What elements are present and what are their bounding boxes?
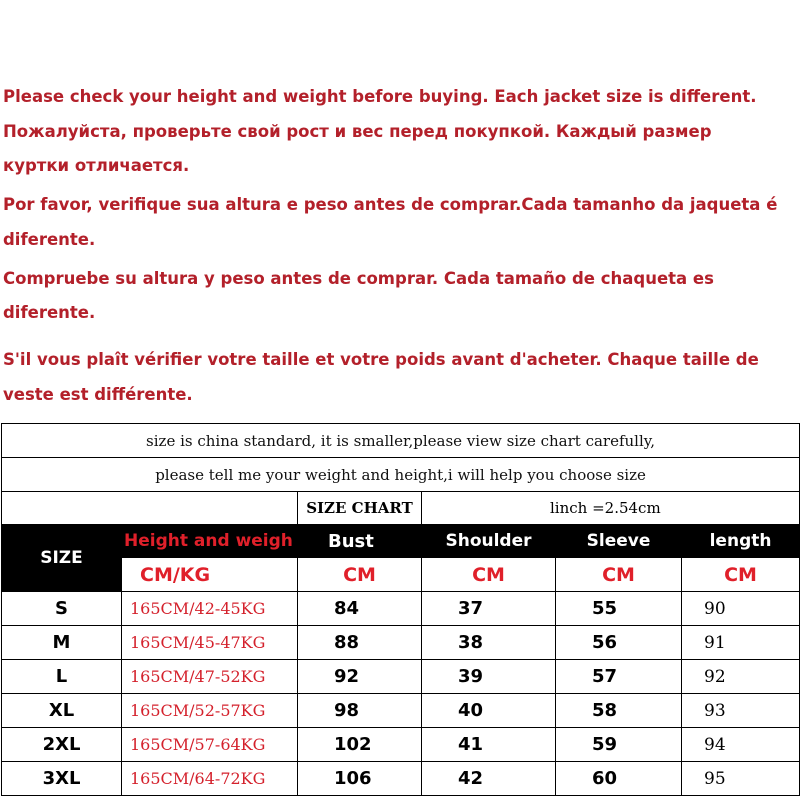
notice-spanish-line2: diferente.	[3, 303, 96, 322]
sleeve-cell: 60	[556, 762, 682, 796]
shoulder-cell: 41	[422, 728, 556, 762]
notice-russian-line1: Пожалуйста, проверьте свой рост и вес перед покупкой. Каждый размер	[3, 122, 712, 141]
shoulder-cell: 42	[422, 762, 556, 796]
length-cell: 91	[682, 626, 800, 660]
table-row	[2, 592, 800, 626]
sleeve-unit: CM	[556, 558, 682, 592]
size-rows	[2, 592, 800, 796]
notice-portuguese-line1: Por favor, verifique sua altura e peso antes de comprar.Cada tamanho da jaqueta é	[3, 195, 778, 214]
empty-cell	[2, 492, 298, 525]
size-cell: XL	[2, 694, 122, 728]
height-weight-cell: 165CM/52-57KG	[122, 694, 298, 728]
sleeve-cell: 57	[556, 660, 682, 694]
bust-cell: 92	[298, 660, 422, 694]
height-weight-cell: 165CM/45-47KG	[122, 626, 298, 660]
length-unit: CM	[682, 558, 800, 592]
shoulder-cell: 37	[422, 592, 556, 626]
shoulder-header: Shoulder	[422, 525, 556, 558]
height-weight-header: Height and weigh	[122, 525, 298, 558]
notice-english: Please check your height and weight before buying. Each jacket size is different.	[3, 87, 757, 106]
height-weight-cell: 165CM/64-72KG	[122, 762, 298, 796]
size-cell: 3XL	[2, 762, 122, 796]
sleeve-cell: 58	[556, 694, 682, 728]
height-weight-cell: 165CM/42-45KG	[122, 592, 298, 626]
notice-french-line2: veste est différente.	[3, 385, 193, 404]
size-cell: S	[2, 592, 122, 626]
sleeve-header: Sleeve	[556, 525, 682, 558]
table-row	[2, 728, 800, 762]
sleeve-cell: 56	[556, 626, 682, 660]
bust-cell: 88	[298, 626, 422, 660]
notice-spanish-line1: Compruebe su altura y peso antes de comprar. Cada tamaño de chaqueta es	[3, 269, 714, 288]
sleeve-cell: 55	[556, 592, 682, 626]
shoulder-unit: CM	[422, 558, 556, 592]
length-header: length	[682, 525, 800, 558]
height-weight-cell: 165CM/47-52KG	[122, 660, 298, 694]
notice-french-line1: S'il vous plaît vérifier votre taille et votre poids avant d'acheter. Chaque taille de	[3, 350, 759, 369]
table-row	[2, 762, 800, 796]
length-cell: 95	[682, 762, 800, 796]
sleeve-cell: 59	[556, 728, 682, 762]
size-cell: L	[2, 660, 122, 694]
bust-unit: CM	[298, 558, 422, 592]
table-row	[2, 694, 800, 728]
inch-conversion: linch =2.54cm	[422, 492, 800, 525]
china-standard-banner: size is china standard, it is smaller,please view size chart carefully,	[2, 424, 800, 458]
help-choose-banner: please tell me your weight and height,i will help you choose size	[2, 458, 800, 492]
size-cell: M	[2, 626, 122, 660]
size-chart-label: SIZE CHART	[298, 492, 422, 525]
table-row	[2, 626, 800, 660]
height-weight-cell: 165CM/57-64KG	[122, 728, 298, 762]
shoulder-cell: 38	[422, 626, 556, 660]
height-weight-unit: CM/KG	[122, 558, 298, 592]
bust-header: Bust	[298, 525, 422, 558]
size-cell: 2XL	[2, 728, 122, 762]
notice-portuguese-line2: diferente.	[3, 230, 96, 249]
size-header: SIZE	[2, 525, 122, 592]
shoulder-cell: 39	[422, 660, 556, 694]
notice-russian-line2: куртки отличается.	[3, 156, 190, 175]
length-cell: 92	[682, 660, 800, 694]
bust-cell: 106	[298, 762, 422, 796]
length-cell: 94	[682, 728, 800, 762]
table-row	[2, 660, 800, 694]
size-chart-table	[1, 423, 800, 796]
length-cell: 93	[682, 694, 800, 728]
shoulder-cell: 40	[422, 694, 556, 728]
bust-cell: 98	[298, 694, 422, 728]
bust-cell: 102	[298, 728, 422, 762]
length-cell: 90	[682, 592, 800, 626]
bust-cell: 84	[298, 592, 422, 626]
